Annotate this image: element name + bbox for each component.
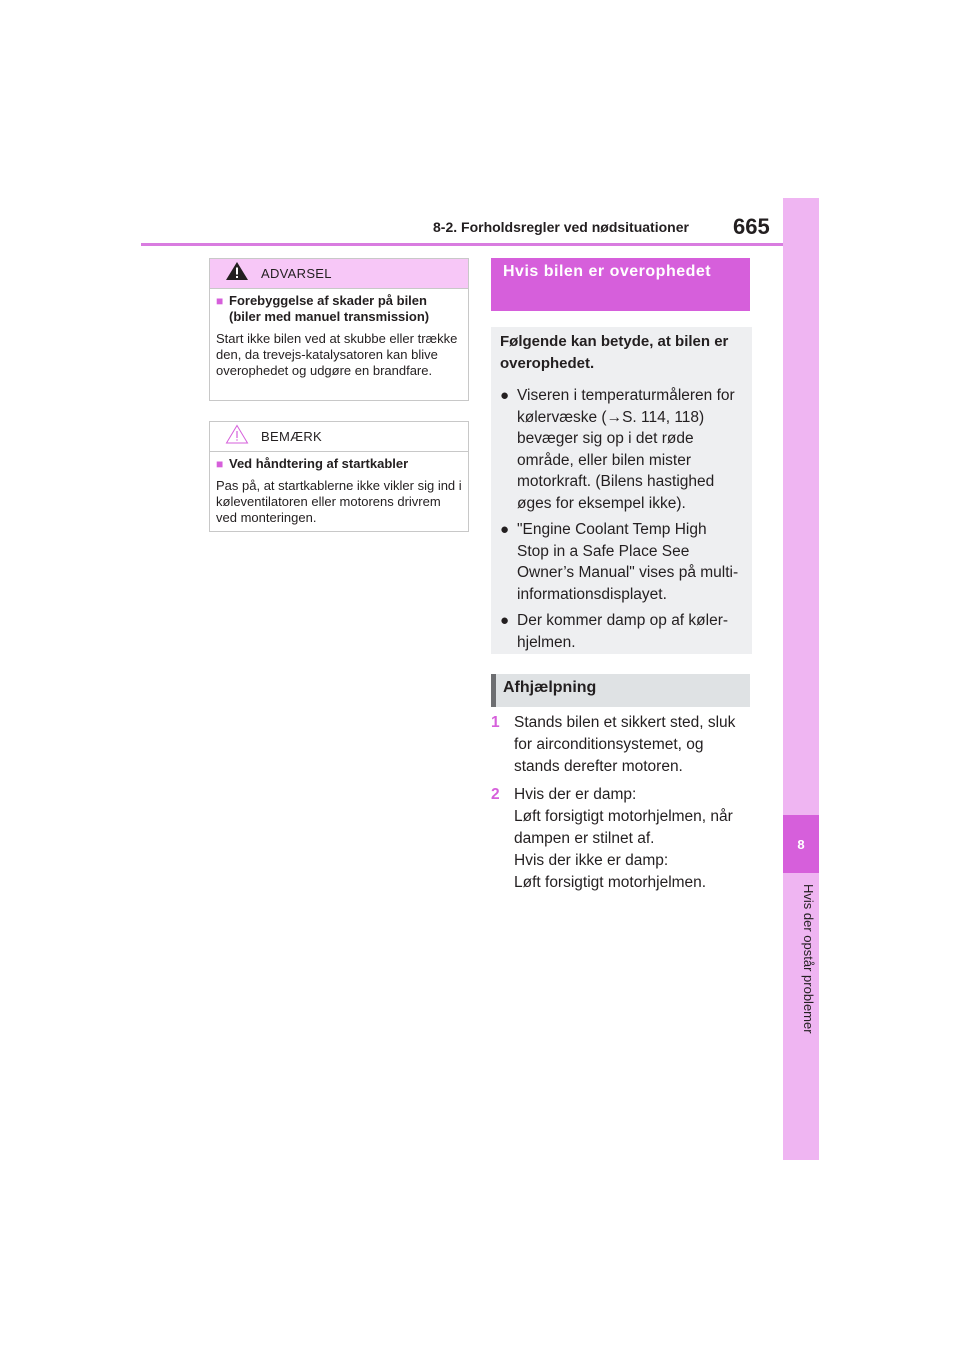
bullet-text: "Engine Coolant Temp High Stop in a Safe Place See Owner’s Manual" vises på multi-informationsdisplayet. (517, 521, 739, 603)
bullet-marker: ● (500, 612, 510, 629)
warning-subheading-row (216, 293, 462, 325)
remedy-section-title: Afhjælpning (491, 674, 750, 707)
list-item (500, 610, 742, 653)
chapter-number: 8 (783, 815, 819, 873)
bullet-marker: ● (500, 387, 510, 404)
warning-label: ADVARSEL (261, 266, 332, 281)
notice-box-header (210, 422, 468, 452)
notice-subheading: Ved håndtering af startkabler (229, 456, 409, 471)
list-item (491, 784, 753, 894)
list-item (500, 519, 742, 605)
warning-box-header (210, 259, 468, 289)
notice-text: Pas på, at startkablerne ikke vikler sig ind i køleventilatoren eller motorens drivrem ved monteringen. (216, 478, 462, 525)
section-title: 8-2. Forholdsregler ved nødsituationer (433, 219, 689, 235)
notice-subheading-row (216, 456, 462, 472)
page-number: 665 (733, 214, 770, 239)
symptoms-list (500, 385, 742, 653)
notice-box (209, 421, 469, 532)
symptoms-box (491, 327, 752, 654)
list-item (500, 385, 742, 514)
symptoms-intro: Følgende kan betyde, at bilen er overophedet. (500, 333, 729, 372)
step-number: 1 (491, 714, 500, 731)
subheading-marker: ■ (216, 457, 224, 471)
warning-text: Start ikke bilen ved at skubbe eller trække den, da trevejs-katalysatoren kan blive overophedet og udgøre en brandfare. (216, 331, 458, 378)
step-text: Hvis der er damp: Løft forsigtigt motorhjelmen, når dampen er stilnet af. Hvis der ikke er damp: Løft forsigtigt motorhjelmen. (514, 786, 733, 891)
step-text: Stands bilen et sikkert sted, sluk for airconditionsystemet, og stands derefter motoren. (514, 714, 736, 775)
bullet-text: Viseren i temperaturmåleren for kølervæske (→S. 114, 118) bevæger sig op i det røde område, eller bilen mister motorkraft. (Bilens hastighed øges for eksempel ikke). (517, 387, 735, 512)
chapter-title: Hvis der opstår problemer (801, 884, 816, 1034)
warning-subheading: Forebyggelse af skader på bilen (biler med manuel transmission) (229, 293, 430, 324)
subheading-marker: ■ (216, 294, 224, 308)
header-rule (141, 243, 784, 246)
remedy-steps (491, 712, 753, 900)
warning-box (209, 258, 469, 401)
bullet-marker: ● (500, 521, 510, 538)
step-number: 2 (491, 786, 500, 803)
notice-label: BEMÆRK (261, 429, 323, 444)
warning-triangle-outline-icon (225, 424, 249, 449)
list-item (491, 712, 753, 778)
overheat-section-title: Hvis bilen er overophedet (491, 258, 750, 311)
warning-triangle-filled-icon (225, 261, 249, 286)
bullet-text: Der kommer damp op af køler-hjelmen. (517, 612, 729, 651)
